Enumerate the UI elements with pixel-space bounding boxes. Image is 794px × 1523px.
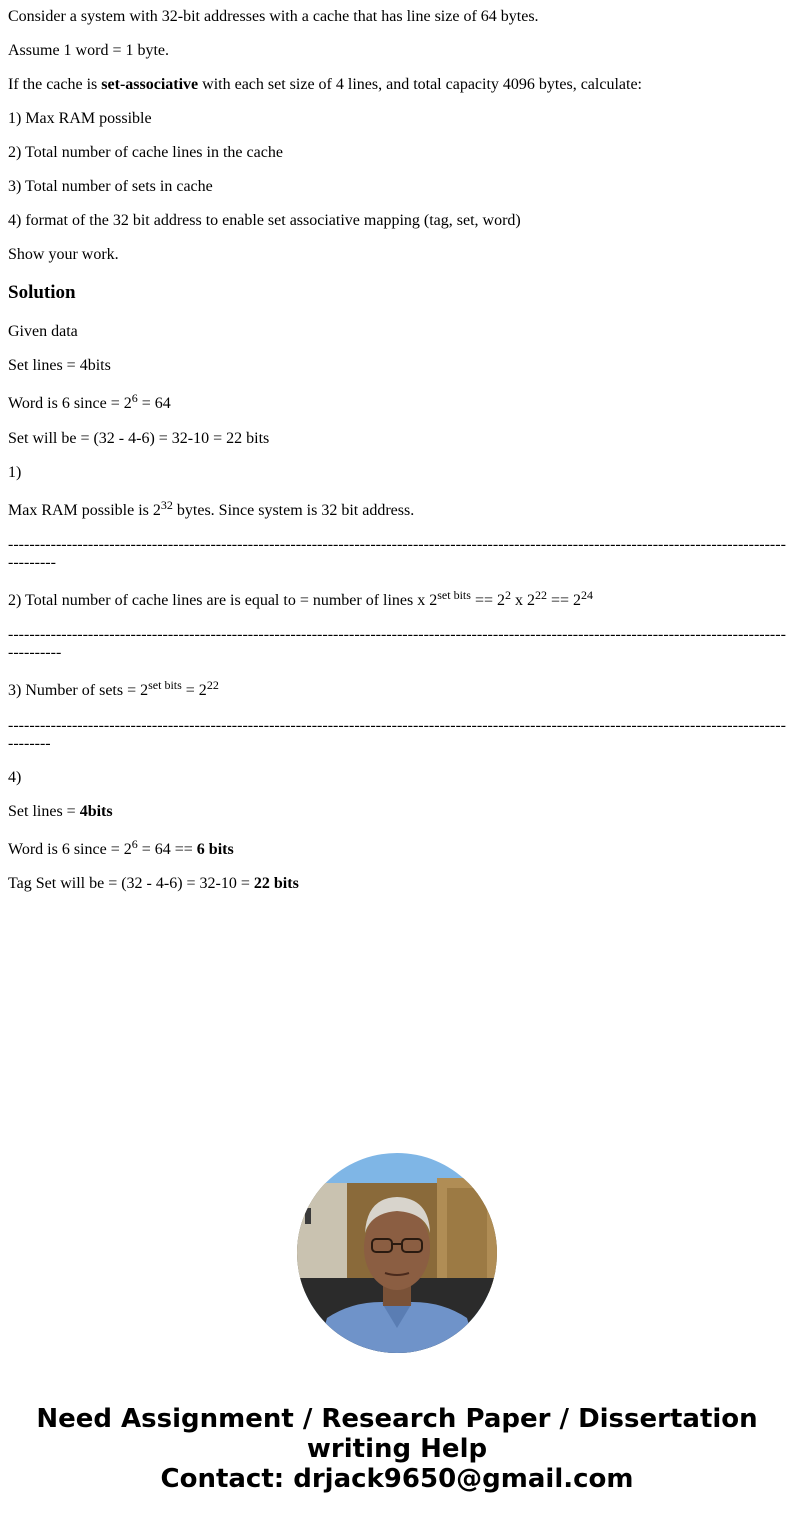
question-item: 4) format of the 32 bit address to enable set associative mapping (tag, set, word)	[8, 212, 521, 229]
number-of-sets-text: 3) Number of sets = $2^{set bits} = 2^{22}$	[8, 678, 219, 699]
show-work-text: Show your work.	[8, 246, 119, 263]
footer-contact-email: Contact: drjack9650@gmail.com	[160, 1464, 634, 1494]
footer-contact	[0, 1404, 794, 1494]
answer-1-label: 1)	[8, 464, 22, 481]
cache-lines-text: 2) Total number of cache lines are is equal to = number of lines x $2^{set bits} == 2^2$ x $2^{22} == 2^{24}$	[8, 588, 594, 609]
set-lines-text: Set lines = 4bits	[8, 357, 111, 374]
format-word-text: Word is 6 since = $2^6 = 64 == 6$ bits	[8, 837, 234, 858]
set-bits-text: Set will be = (32 - 4-6) = 32-10 = 22 bits	[8, 430, 270, 447]
divider-2: ------------------------------------------------------------------------------------------------------------------------------------------------------------	[8, 626, 786, 661]
footer-line-2: writing Help	[306, 1434, 488, 1464]
question-text-1: Consider a system with 32-bit addresses with a cache that has line size of 64 bytes.	[8, 8, 539, 25]
format-tag-text: Tag Set will be = (32 - 4-6) = 32-10 = 22 bits	[8, 875, 299, 892]
max-ram-text: Max RAM possible is $2^{32}$ bytes. Since system is 32 bit address.	[8, 498, 415, 519]
answer-4-label: 4)	[8, 769, 22, 786]
divider-3: ----------------------------------------------------------------------------------------------------------------------------------------------------------	[8, 717, 786, 752]
question-item: 2) Total number of cache lines in the cache	[8, 144, 283, 161]
given-data-label: Given data	[8, 323, 78, 340]
author-avatar	[297, 1153, 497, 1353]
divider-1: -----------------------------------------------------------------------------------------------------------------------------------------------------------	[8, 536, 786, 571]
question-text-3: If the cache is set-associative with each set size of 4 lines, and total capacity 4096 bytes, calculate:	[8, 76, 642, 93]
word-bits-text: Word is 6 since = $2^6 = 64$	[8, 391, 171, 412]
question-item: 1) Max RAM possible	[8, 110, 152, 127]
solution-heading: Solution	[8, 282, 76, 303]
question-item: 3) Total number of sets in cache	[8, 178, 213, 195]
question-text-2: Assume 1 word = 1 byte.	[8, 42, 170, 59]
format-set-lines-text: Set lines = 4bits	[8, 803, 113, 820]
footer-line-1: Need Assignment / Research Paper / Dissertation	[36, 1404, 758, 1434]
